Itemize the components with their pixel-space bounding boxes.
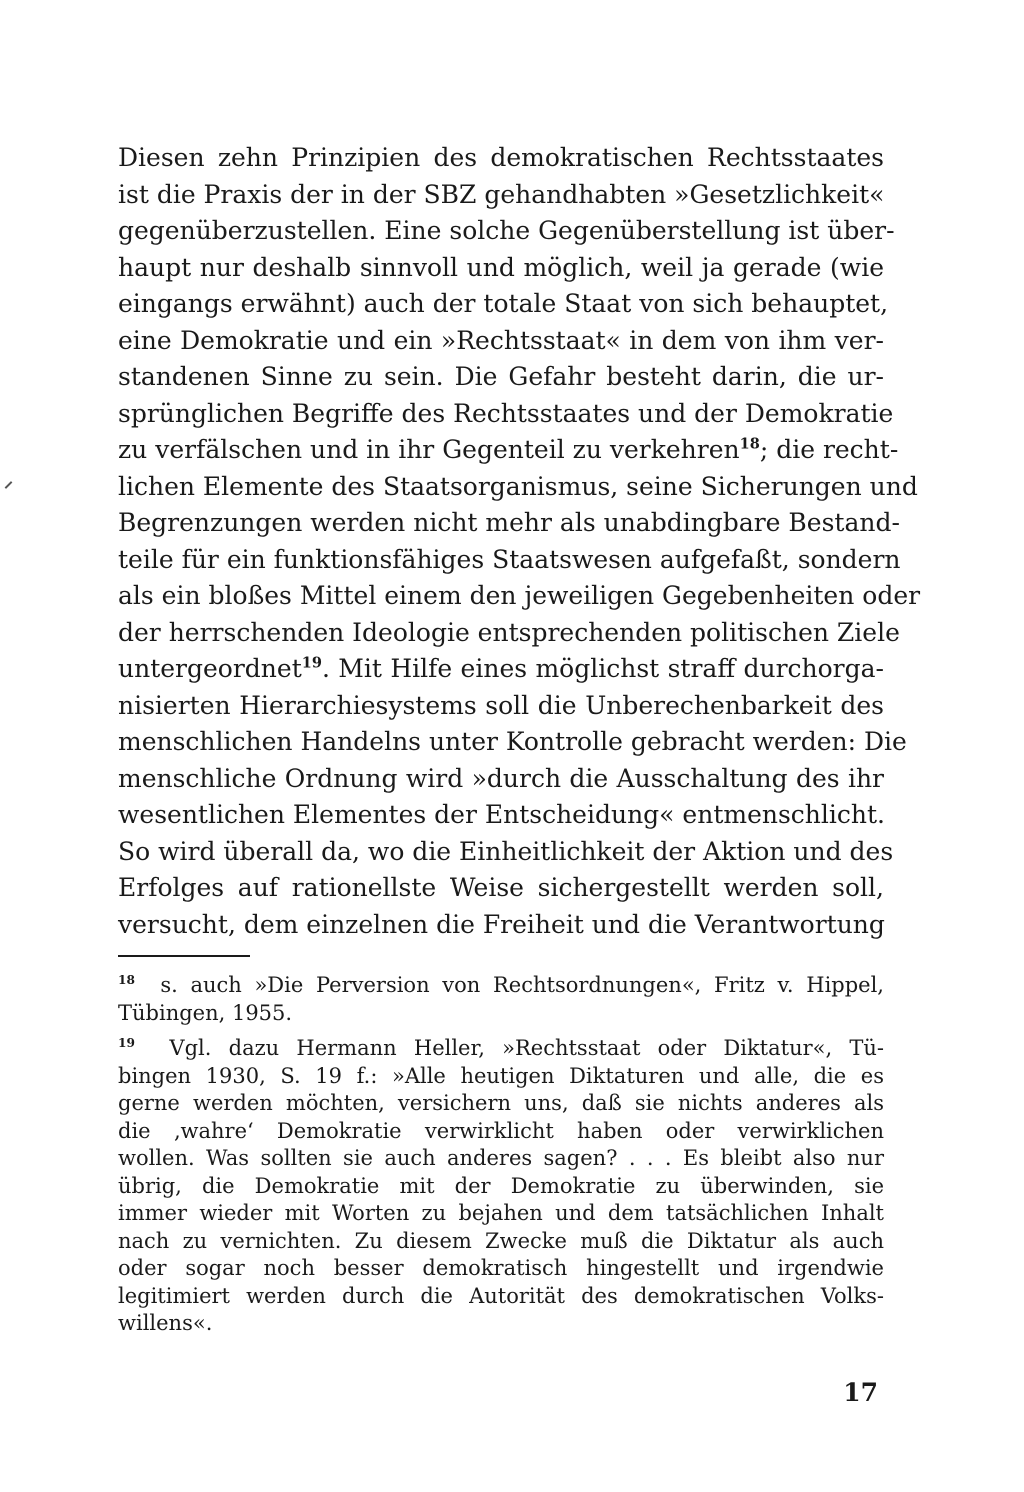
body-line: sprünglichen Begriffe des Rechtsstaates und der Demokratie — [118, 398, 894, 428]
footnote-19-line: wollen. Was sollten sie auch anderes sagen? . . . Es bleibt also nur — [118, 1146, 884, 1170]
page-number: 17 — [843, 1378, 878, 1407]
body-line: wesentlichen Elementes der Entscheidung« entmenschlicht. — [118, 800, 885, 829]
body-line-segment: ; die recht- — [759, 435, 899, 464]
body-line: gegenüberzustellen. Eine solche Gegenüberstellung ist über- — [118, 216, 895, 245]
footnote-19-line: nach zu vernichten. Zu diesem Zwecke muß die Diktatur als auch — [118, 1228, 884, 1253]
footnote-text: s. auch »Die Perversion von Rechtsordnungen«, Fritz v. Hippel, — [160, 973, 884, 997]
body-line: nisierten Hierarchiesystems soll die Unberechenbarkeit des — [118, 690, 884, 720]
body-line-segment: zu verfälschen und in ihr Gegenteil zu verkehren — [118, 435, 740, 464]
body-line: versucht, dem einzelnen die Freiheit und die Verantwortung — [118, 909, 885, 939]
footnote-19-line: legitimiert werden durch die Autorität des demokratischen Volks- — [118, 1283, 884, 1308]
body-line: eingangs erwähnt) auch der totale Staat von sich behauptet, — [118, 289, 889, 318]
body-line: lichen Elemente des Staatsorganismus, seine Sicherungen und — [118, 471, 918, 501]
body-line: teile für ein funktionsfähiges Staatswesen aufgefaßt, sondern — [118, 544, 901, 574]
footnote-19-line: gerne werden möchten, versichern uns, daß sie nichts anderes als — [118, 1091, 884, 1115]
footnote-18-line — [118, 972, 884, 1000]
footnote-ref-18[interactable]: 18 — [739, 435, 760, 453]
footnote-marker-18: 18 — [118, 973, 135, 987]
body-line: standenen Sinne zu sein. Die Gefahr besteht darin, die ur- — [118, 362, 884, 391]
footnote-19-line: oder sogar noch besser demokratisch hingestellt und irgendwie — [118, 1256, 884, 1280]
footnotes-block — [118, 972, 884, 1338]
body-line: ist die Praxis der in der SBZ gehandhabten »Gesetzlichkeit« — [118, 179, 885, 209]
footnote-ref-19[interactable]: 19 — [301, 654, 322, 672]
body-line: menschlichen Handelns unter Kontrolle gebracht werden: Die — [118, 727, 907, 756]
body-line: der herrschenden Ideologie entsprechenden politischen Ziele — [118, 617, 900, 647]
footnote-19-line — [118, 1035, 884, 1063]
footnote-19-line: übrig, die Demokratie mit der Demokratie zu überwinden, sie — [118, 1173, 884, 1198]
footnote-marker-19: 19 — [118, 1036, 135, 1050]
footnote-19-line: willens«. — [118, 1311, 213, 1335]
body-line: Begrenzungen werden nicht mehr als unabdingbare Bestand- — [118, 508, 900, 537]
body-line-segment: untergeordnet — [118, 654, 302, 683]
footnote-text: Vgl. dazu Hermann Heller, »Rechtsstaat oder Diktatur«, Tü- — [169, 1036, 884, 1060]
body-line: menschliche Ordnung wird »durch die Ausschaltung des ihr — [118, 763, 884, 793]
body-line-with-footnote-ref — [118, 432, 899, 469]
body-line: Erfolges auf rationellste Weise sichergestellt werden soll, — [118, 873, 884, 902]
body-line-with-footnote-ref — [118, 651, 884, 688]
footnote-gap — [118, 1027, 884, 1035]
main-text-block — [118, 140, 921, 943]
body-line: eine Demokratie und ein »Rechtsstaat« in dem von ihm ver- — [118, 325, 884, 355]
body-line: Diesen zehn Prinzipien des demokratischen Rechtsstaates — [118, 143, 884, 172]
body-line: als ein bloßes Mittel einem den jeweiligen Gegebenheiten oder — [118, 581, 921, 610]
body-line-segment: . Mit Hilfe eines möglichst straff durchorga- — [321, 654, 884, 683]
body-line: So wird überall da, wo die Einheitlichkeit der Aktion und des — [118, 836, 894, 866]
footnote-19-line: immer wieder mit Worten zu bejahen und dem tatsächlichen Inhalt — [118, 1201, 884, 1225]
footnote-19-line: bingen 1930, S. 19 f.: »Alle heutigen Diktaturen und alle, die es — [118, 1063, 884, 1088]
footnote-18-line: Tübingen, 1955. — [118, 1000, 293, 1025]
footnote-separator — [118, 955, 250, 957]
stray-pen-mark — [5, 481, 13, 489]
footnote-19-line: die ‚wahre‘ Demokratie verwirklicht haben oder verwirklichen — [118, 1118, 884, 1143]
body-line: haupt nur deshalb sinnvoll und möglich, weil ja gerade (wie — [118, 252, 884, 282]
